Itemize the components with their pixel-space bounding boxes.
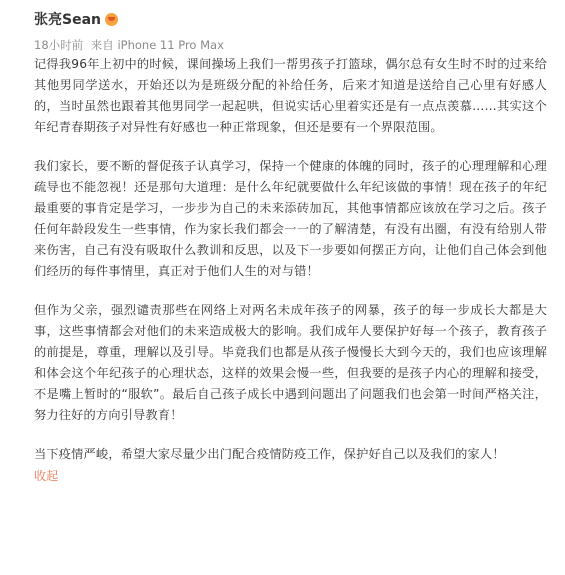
post-time[interactable]: 18小时前 [34, 38, 84, 52]
post-paragraph-1: 记得我96年上初中的时候，课间操场上我们一帮男孩子打篮球，偶尔总有女生时不时的过来给其他男同学送水，开始还以为是班级分配的补给任务，后来才知道是送给自己心里有好感人的，当时虽然也跟着其他男同学一起起哄，但说实话心里着实还是有一点点羡慕……其实这个年纪青春期孩子对异性有好感也一种正常现象，但还是要有一个界限范围。 [34, 57, 547, 134]
post-meta [34, 38, 547, 52]
post-header [34, 8, 547, 30]
collapse-link[interactable]: 收起 [34, 469, 59, 483]
vip-badge-icon [105, 13, 118, 26]
post-paragraph-2: 我们家长，要不断的督促孩子认真学习，保持一个健康的体魄的同时，孩子的心理理解和心理疏导也不能忽视！还是那句大道理：是什么年纪就要做什么年纪该做的事情！现在孩子的年纪最重要的事肯定是学习，一步步为自己的未来添砖加瓦，其他事情都应该放在学习之后。孩子任何年龄段发生一些事情，作为家长我们都会一一的了解清楚，有没有出圈，有没有给别人带来伤害，自己有没有吸取什么教训和反思，以及下一步要如何摆正方向，让他们自己体会到他们经历的每件事情里，真正对于他们人生的对与错！ [34, 159, 547, 278]
author-name[interactable]: 张亮Sean [34, 12, 101, 28]
post-source: 来自 iPhone 11 Pro Max [90, 38, 224, 52]
post-paragraph-4: 当下疫情严峻，希望大家尽量少出门配合疫情防疫工作，保护好自己以及我们的家人！ [34, 447, 505, 461]
post-paragraph-3: 但作为父亲，强烈谴责那些在网络上对两名未成年孩子的网暴，孩子的每一步成长大都是大事，这些事情都会对他们的未来造成极大的影响。我们成年人要保护好每一个孩子，教育孩子的前提是，尊重，理解以及引导。毕竟我们也都是从孩子慢慢长大到今天的，我们也应该理解和体会这个年纪孩子的心理状态，这样的效果会慢一些，但我要的是孩子内心的理解和接受，不是嘴上暂时的“服软”。最后自己孩子成长中遇到问题出了问题我们也会第一时间严格关注，努力往好的方向引导教育！ [34, 303, 547, 422]
